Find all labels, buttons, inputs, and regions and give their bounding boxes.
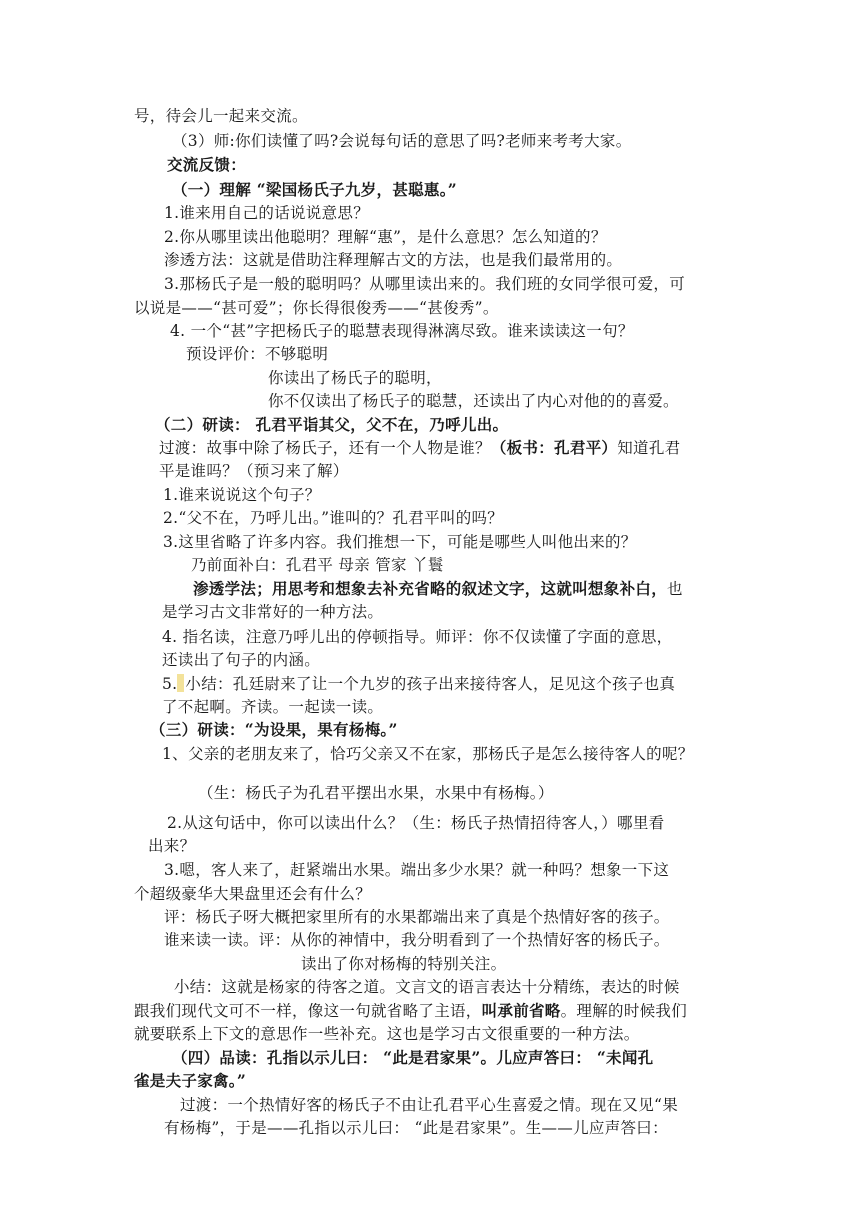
section-heading: （三）研读：“为设果，果有杨梅。” <box>150 720 398 739</box>
text-span: 小结：孔廷尉来了让一个九岁的孩子出来接待客人，足见这个孩子也真 <box>185 675 676 693</box>
text-line: 谁来读一读。评：从你的神情中，我分明看到了一个热情好客的杨氏子。 <box>164 931 670 949</box>
text-line: 读出了你对杨梅的特别关注。 <box>301 955 507 973</box>
text-line: 个超级豪华大果盘里还会有什么？ <box>134 885 372 903</box>
text-line: （3）师:你们读懂了吗?会说每句话的意思了吗?老师来考考大家。 <box>172 132 632 150</box>
section-heading: （四）品读：孔指以示儿曰： “此是君家果”。儿应声答曰： “未闻孔 <box>172 1048 654 1067</box>
text-line: 1.谁来说说这个句子？ <box>163 486 321 504</box>
text-line: 4. 一个“甚”字把杨氏子的聪慧表现得淋漓尽致。谁来读读这一句？ <box>170 322 634 340</box>
text-line: 小结：这就是杨家的待客之道。文言文的语言表达十分精练，表达的时候 <box>174 978 680 996</box>
text-line: 评：杨氏子呀大概把家里所有的水果都端出来了真是个热情好客的孩子。 <box>164 908 670 926</box>
text-line: 乃前面补白：孔君平 母亲 管家 丫鬟 <box>191 556 444 574</box>
text-line <box>162 674 675 694</box>
text-line: 渗透方法：这就是借助注释理解古文的方法，也是我们最常用的。 <box>164 251 623 269</box>
text-line: 4. 指名读，注意乃呼儿出的停顿指导。师评：你不仅读懂了字面的意思， <box>162 628 673 646</box>
text-span: 也 <box>667 580 683 598</box>
text-line <box>159 438 680 458</box>
text-line: 就要联系上下文的意思作一些补充。这也是学习古文很重要的一种方法。 <box>134 1025 640 1043</box>
text-span: 。理解的时候我们 <box>560 1002 688 1020</box>
text-line: 平是谁吗？（预习来了解） <box>159 462 349 480</box>
text-line: 3.这里省略了许多内容。我们推想一下，可能是哪些人叫他出来的？ <box>163 533 637 551</box>
text-line: 是学习古文非常好的一种方法。 <box>162 603 384 621</box>
text-line: 你读出了杨氏子的聪明， <box>268 369 442 387</box>
text-line: 2.你从哪里读出他聪明？理解“惠”，是什么意思？怎么知道的？ <box>164 228 607 246</box>
text-line: 1、父亲的老朋友来了，恰巧父亲又不在家，那杨氏子是怎么接待客人的呢？ <box>162 745 694 763</box>
bold-span: 渗透学法；用思考和想象去补充省略的叙述文字，这就叫想象补白， <box>193 579 668 598</box>
text-line: 了不起啊。齐读。一起读一读。 <box>162 698 384 716</box>
text-line: 还读出了句子的内涵。 <box>162 651 321 669</box>
text-line: 3.嗯，客人来了，赶紧端出水果。端出多少水果？就一种吗？想象一下这 <box>164 861 670 879</box>
text-line <box>134 1001 687 1021</box>
bold-span: 叫承前省略 <box>481 1001 561 1020</box>
section-heading: （二）研读： 孔君平诣其父，父不在，乃呼儿出。 <box>155 415 509 434</box>
text-line: 出来？ <box>148 837 196 855</box>
text-line: 过渡：一个热情好客的杨氏子不由让孔君平心生喜爱之情。现在又见“果 <box>180 1096 679 1114</box>
text-line: 2.从这句话中，你可以读出什么？（生：杨氏子热情招待客人，）哪里看 <box>167 814 665 832</box>
section-heading: （一）理解 “梁国杨氏子九岁，甚聪惠。” <box>172 180 457 199</box>
section-heading: 交流反馈： <box>167 155 247 174</box>
text-span: 跟我们现代文可不一样，像这一句就省略了主语， <box>134 1002 482 1020</box>
section-heading: 雀是夫子家禽。” <box>134 1071 247 1090</box>
text-line: 预设评价：不够聪明 <box>186 345 329 363</box>
text-line: （生：杨氏子为孔君平摆出水果，水果中有杨梅。） <box>198 784 554 802</box>
text-line: 1.谁来用自己的话说说意思？ <box>164 204 369 222</box>
text-line: 以说是——“甚可爱”；你长得很俊秀——“甚俊秀”。 <box>134 299 499 317</box>
text-line: 你不仅读出了杨氏子的聪慧，还读出了内心对他的的喜爱。 <box>268 392 679 410</box>
text-line <box>193 579 683 599</box>
board-note: （板书：孔君平） <box>490 438 618 457</box>
text-span: 过渡：故事中除了杨氏子，还有一个人物是谁？ <box>159 439 491 457</box>
text-span: 知道孔君 <box>617 439 681 457</box>
text-line: 有杨梅”，于是——孔指以示儿曰： “此是君家果”。生——儿应声答曰： <box>164 1119 668 1137</box>
text-line: 2.“父不在，乃呼儿出。”谁叫的？孔君平叫的吗？ <box>163 509 504 527</box>
text-span: 5. <box>162 675 178 693</box>
text-line: 3.那杨氏子是一般的聪明吗？从哪里读出来的。我们班的女同学很可爱，可 <box>164 275 685 293</box>
text-cursor <box>177 674 184 692</box>
text-line: 号，待会儿一起来交流。 <box>134 107 308 125</box>
